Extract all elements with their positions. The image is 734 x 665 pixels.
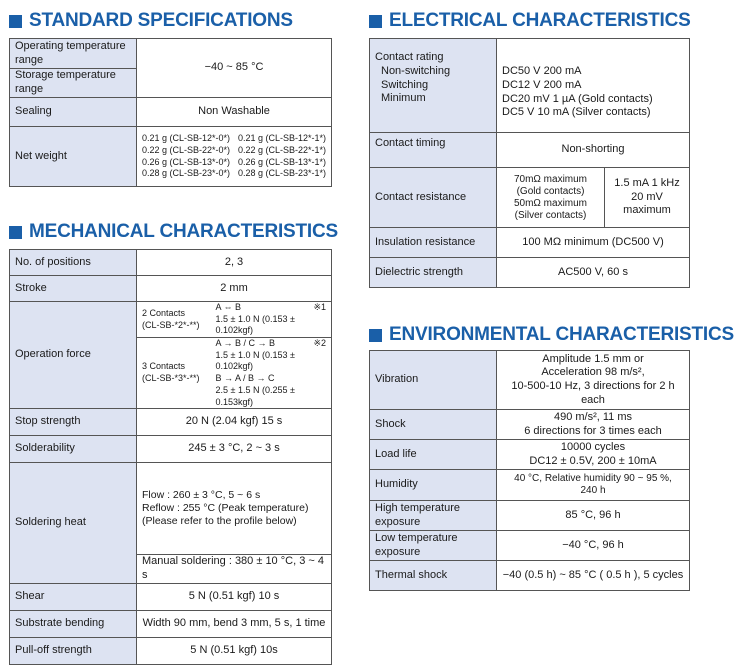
solderability-value: 245 ± 3 °C, 2 ~ 3 s: [137, 436, 332, 463]
contact-resistance-conditions: 1.5 mA 1 kHz 20 mV maximum: [605, 168, 690, 228]
stroke-value: 2 mm: [137, 276, 332, 302]
section-square-icon: [9, 226, 22, 239]
contact-timing-label: Contact timing: [370, 133, 497, 168]
contact-resistance-values: 70mΩ maximum (Gold contacts) 50mΩ maximum (Silver contacts): [497, 168, 605, 228]
op-force-label: Operation force: [10, 302, 137, 409]
storage-temp-label: Storage temperature range: [10, 69, 137, 98]
low-temp-label: Low temperature exposure: [370, 531, 497, 561]
shear-label: Shear: [10, 583, 137, 610]
section-square-icon: [369, 329, 382, 342]
op-temp-label: Operating temperature range: [10, 39, 137, 69]
mechanical-title-text: MECHANICAL CHARACTERISTICS: [29, 221, 339, 242]
electrical-section-title: [369, 10, 691, 32]
net-weight-label: Net weight: [10, 127, 137, 187]
vibration-label: Vibration: [370, 351, 497, 410]
mechanical-table: [9, 249, 332, 665]
environmental-section-title: [369, 324, 734, 346]
section-square-icon: [369, 15, 382, 28]
positions-label: No. of positions: [10, 250, 137, 276]
dielectric-label: Dielectric strength: [370, 258, 497, 288]
temp-value: −40 ~ 85 °C: [137, 39, 332, 98]
thermal-shock-value: −40 (0.5 h) ~ 85 °C ( 0.5 h ), 5 cycles: [497, 561, 690, 591]
two-contacts-force: A ⇔ B ※1 1.5 ± 1.0 N (0.153 ± 0.102kgf): [216, 302, 332, 338]
electrical-table: [369, 38, 690, 288]
stop-strength-label: Stop strength: [10, 409, 137, 436]
environmental-table: [369, 350, 690, 591]
environmental-title-text: ENVIRONMENTAL CHARACTERISTICS: [389, 324, 734, 345]
insulation-value: 100 MΩ minimum (DC500 V): [497, 228, 690, 258]
high-temp-value: 85 °C, 96 h: [497, 501, 690, 531]
sealing-label: Sealing: [10, 98, 137, 127]
net-weight-values: 0.21 g (CL-SB-12*-0*) 0.21 g (CL-SB-12*-1*) 0.22 g (CL-SB-22*-0*) 0.22 g (CL-SB-22*-1*) 0.26 g (CL-SB-13*-0*) 0.26 g (CL-SB-13*-1*) 0.28 g (CL-SB-23*-0*) 0.28 g (CL-SB-23*-1*): [137, 127, 332, 187]
shear-value: 5 N (0.51 kgf) 10 s: [137, 583, 332, 610]
two-contacts-cell: 2 Contacts (CL-SB-*2*-**): [137, 302, 216, 338]
shock-label: Shock: [370, 410, 497, 440]
bending-label: Substrate bending: [10, 610, 137, 637]
load-life-label: Load life: [370, 440, 497, 470]
positions-value: 2, 3: [137, 250, 332, 276]
contact-rating-values: DC50 V 200 mA DC12 V 200 mA DC20 mV 1 µA (Gold contacts) DC5 V 10 mA (Silver contacts): [497, 39, 690, 133]
three-contacts-cell: 3 Contacts (CL-SB-*3*-**): [137, 338, 216, 409]
three-contacts-force: A → B / C → B ※2 1.5 ± 1.0 N (0.153 ± 0.102kgf) B → A / B → C 2.5 ± 1.5 N (0.255 ± 0.153kgf): [216, 338, 332, 409]
soldering-heat-label: Soldering heat: [10, 463, 137, 584]
section-square-icon: [9, 15, 22, 28]
stroke-label: Stroke: [10, 276, 137, 302]
humidity-label: Humidity: [370, 470, 497, 501]
humidity-value: 40 °C, Relative humidity 90 ~ 95 %, 240 h: [497, 470, 690, 501]
standard-table: [9, 38, 332, 187]
contact-rating-label: Contact rating Non-switching Switching Minimum: [370, 39, 497, 133]
load-life-value: 10000 cycles DC12 ± 0.5V, 200 ± 10mA: [497, 440, 690, 470]
low-temp-value: −40 °C, 96 h: [497, 531, 690, 561]
soldering-heat-manual: Manual soldering : 380 ± 10 °C, 3 ~ 4 s: [137, 555, 332, 584]
pulloff-label: Pull-off strength: [10, 637, 137, 664]
mechanical-section-title: [9, 221, 338, 243]
insulation-label: Insulation resistance: [370, 228, 497, 258]
stop-strength-value: 20 N (2.04 kgf) 15 s: [137, 409, 332, 436]
vibration-value: Amplitude 1.5 mm or Acceleration 98 m/s², 10-500-10 Hz, 3 directions for 2 h each: [497, 351, 690, 410]
sealing-value: Non Washable: [137, 98, 332, 127]
soldering-heat-flow: Flow : 260 ± 3 °C, 5 ~ 6 s Reflow : 255 °C (Peak temperature) (Please refer to the profile below): [137, 463, 332, 555]
dielectric-value: AC500 V, 60 s: [497, 258, 690, 288]
bending-value: Width 90 mm, bend 3 mm, 5 s, 1 time: [137, 610, 332, 637]
high-temp-label: High temperature exposure: [370, 501, 497, 531]
contact-resistance-label: Contact resistance: [370, 168, 497, 228]
solderability-label: Solderability: [10, 436, 137, 463]
electrical-title-text: ELECTRICAL CHARACTERISTICS: [389, 10, 691, 31]
standard-title-text: STANDARD SPECIFICATIONS: [29, 10, 293, 31]
thermal-shock-label: Thermal shock: [370, 561, 497, 591]
shock-value: 490 m/s², 11 ms 6 directions for 3 times each: [497, 410, 690, 440]
standard-section-title: [9, 10, 293, 32]
pulloff-value: 5 N (0.51 kgf) 10s: [137, 637, 332, 664]
contact-timing-value: Non-shorting: [497, 133, 690, 168]
